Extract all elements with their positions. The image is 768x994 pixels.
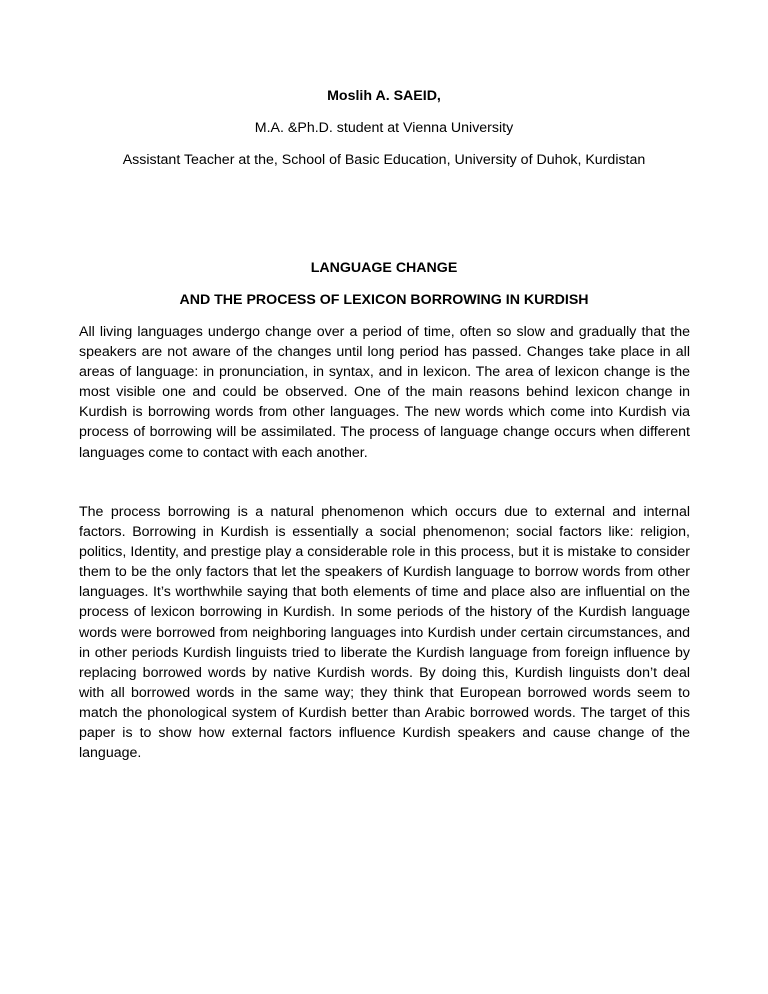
body-paragraph-2: The process borrowing is a natural phenomenon which occurs due to external and internal factors. Borrowing in Kurdish is essentially a social phenomenon; social factors like: religion, politics, Identity, and prestige play a considerable role in this process, but it is mistake to consider them to be the only factors that let the speakers of Kurdish language to borrow words from other languages. It’s worthwhile saying that both elements of time and place also are influential on the process of lexicon borrowing in Kurdish. In some periods of the history of the Kurdish language words were borrowed from neighboring languages into Kurdish under certain circumstances, and in other periods Kurdish linguists tried to liberate the Kurdish language from foreign influence by replacing borrowed words by native Kurdish words. By doing this, Kurdish linguists don’t deal with all borrowed words in the same way; they think that European borrowed words seem to match the phonological system of Kurdish better than Arabic borrowed words. The target of this paper is to show how external factors influence Kurdish speakers and cause change of the language.: [79, 504, 690, 762]
title-line-2: AND THE PROCESS OF LEXICON BORROWING IN KURDISH: [179, 292, 589, 308]
author-affiliation: Assistant Teacher at the, School of Basic Education, University of Duhok, Kurdistan: [122, 152, 646, 168]
author-degree: M.A. &Ph.D. student at Vienna University: [254, 120, 514, 136]
author-name: Moslih A. SAEID,: [327, 88, 441, 104]
body-paragraph-1: All living languages undergo change over a period of time, often so slow and gradually that the speakers are not aware of the changes until long period has passed. Changes take place in all areas of language: in pronunciation, in syntax, and in lexicon. The area of lexicon change is the most visible one and could be observed. One of the main reasons behind lexicon change in Kurdish is borrowing words from other languages. The new words which come into Kurdish via process of borrowing will be assimilated. The process of language change occurs when different languages come to contact with each another.: [79, 324, 690, 461]
title-line-1: LANGUAGE CHANGE: [310, 260, 458, 276]
